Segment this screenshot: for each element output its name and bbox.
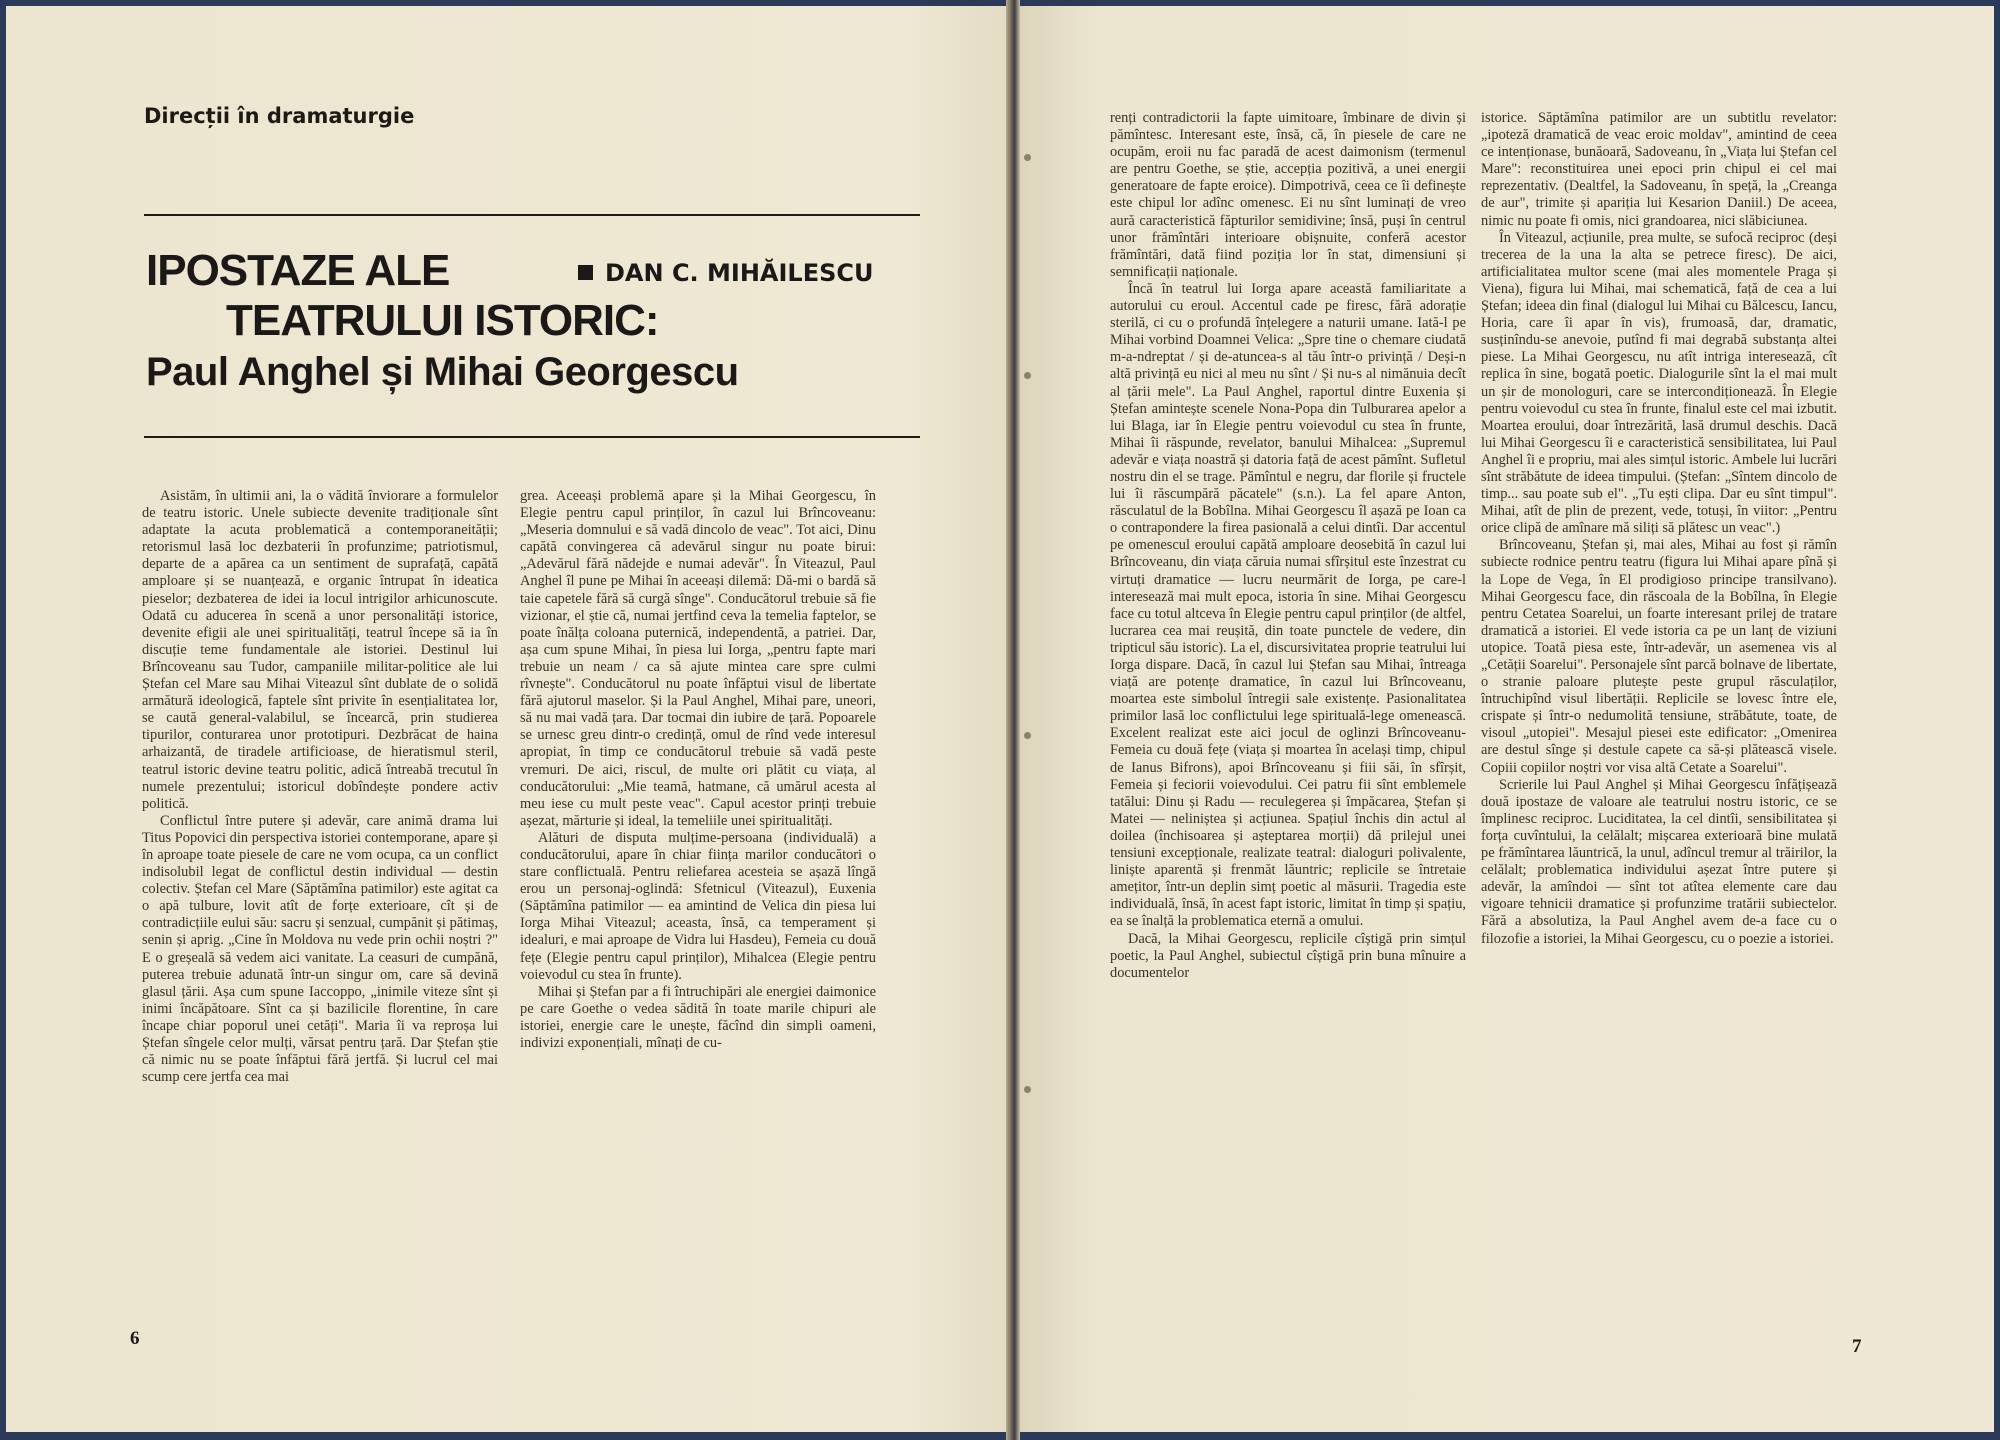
left-page [6,6,1006,1432]
paragraph: istorice. Săptămîna patimilor are un subtitlu revelator: „ipoteză dramatică de veac eroic moldav", amintind de ceea ce intenționase, bunăoară, Sadoveanu, în „Viața lui Ștefan cel Mare": reconstituirea unei epoci prin chipul ei cel mai reprezentativ. (Dealtfel, la Sadoveanu, în speță, la „Creanga de aur", trimite și apariția lui Kesarion Daniil.) De aceea, nimic nu poate fi omis, nici grandoarea, nici slăbiciunea. [1481,110,1837,229]
title-line-3: Paul Anghel și Mihai Georgescu [146,350,739,394]
title-rule-top [144,214,920,216]
book-spine [1006,0,1020,1440]
text-column-3 [1110,110,1466,1328]
paragraph: Dacă, la Mihai Georgescu, replicile cîștigă prin simțul poetic, la Paul Anghel, subiectul cîștigă prin buna mînuire a documentelor [1110,930,1466,981]
paragraph: Conflictul între putere și adevăr, care animă drama lui Titus Popovici din perspectiva istoriei contemporane, apare și în aproape toate piesele de care ne vom ocupa, ca un conflict indisolubil legat de conflictul destin individual — destin colectiv. Ștefan cel Mare (Săptămîna patimilor) este agitat ca o apă tulbure, lovit atît de forțe exterioare, cît și de contradicțiile eului său: sacru și senzual, cumpănit și pătimaș, senin și aprig. „Cine în Moldova nu vede prin ochii noștri ?" E o greșeală să vedem aici vanitate. La ceasuri de cumpănă, puterea trebuie adunată într-un singur om, care să devină glasul țării. Așa cum spune Iaccoppo, „inimile viteze sînt și inimi încăpătoare. Sînt ca și bazilicile florentine, în care încape chiar poporul unei cetăți". Maria îi va reproșa lui Ștefan sîngele celor mulți, vărsat pentru țară. Dar Ștefan știe că nimic nu se poate înfăptui fără jertfă. Și lucrul cel mai scump cere jertfa cea mai [142,812,498,1086]
author-byline [578,259,874,287]
section-label: Direcții în dramaturgie [144,104,415,128]
text-column-2 [520,488,876,1328]
paragraph: Încă în teatrul lui Iorga apare această familiaritate a autorului cu eroul. Accentul cade pe firesc, fără adorație sterilă, ci cu o profundă înțelegere a naturii umane. Iată-l pe Mihai vorbind Doamnei Velica: „Spre tine o chemare ciudată m-a-ndreptat / și de-atuncea-s al tău într-o privință / Deși-n altă privință eu nici al meu nu sînt / Și nu-s al nimănuia decît al țării mele". La Paul Anghel, raportul dintre Euxenia și Ștefan amintește scenele Nona-Popa din Tulburarea apelor a lui Blaga, iar în Elegie pentru voievodul cu stea în frunte, Mihai îi răspunde, revelator, banului Mihalcea: „Supremul adevăr e viața noastră și datoria față de acest pămînt. Sufletul nostru din el se trage. Pămîntul e negru, dar florile și fructele lui îi răscumpără păcatele" (s.n.). La fel apare Anton, răsculatul de la Bobîlna. Mihai Georgescu îl așază pe Ioan ca o contrapondere la firea pasională a celui dintîi. Dar accentul pe omenescul eroului capătă amploare deosebită în cazul lui Brîncoveanu, din viața căruia numai sfîrșitul este înzestrat cu virtuți dramatice — lucru neurmărit de Iorga, pe care-l interesează mai mult epoca, istoria în sine. Mihai Georgescu face cu totul altceva în Elegie pentru capul prinților (de altfel, lucrarea cea mai reușită, din toate punctele de vedere, din tripticul său istoric). La el, discursivitatea proprie teatrului lui Iorga dispare. Dacă, în cazul lui Ștefan sau Mihai, întreaga viață are potențe dramatice, în cazul lui Brîncoveanu, moartea este simbolul întregii sale existențe. Pasionalitatea primilor lasă loc conflictului lege spirituală-lege omenească. Excelent realizat este aici jocul de oglinzi Brîncoveanu-Femeia cu două fețe (viața și moartea în același timp, chipul de Ianus Bifrons), apoi Brîncoveanu și fiii săi, în sfîrșit, Femeia și feciorii voievodului. Cei patru fii sînt emblemele tatălui: Dinu și Radu — reculegerea și împăcarea, Ștefan și Matei — neliniștea și acțiunea. Spațiul închis din actul al doilea (închisoarea și așteptarea morții) dă prilejul unei tensiuni excepționale, realizate teatral: dialoguri polivalente, liniște aparentă și frenmăt lăuntric; replicile se întretaie amețitor, într-un deplin simț poetic al măsurii. Tragedia este individuală, însă, în acest fapt istoric, limitat în timp și spațiu, ea se înalță la problematica eternă a omului. [1110,280,1466,930]
paragraph: În Viteazul, acțiunile, prea multe, se sufocă reciproc (deși trecerea de la una la alta se petrece firesc). De aici, artificialitatea multor scene (mai ales momentele Praga și Viena), figura lui Mihai, mai schematică, față de cea a lui Ștefan; ideea din final (dialogul lui Mihai cu Bălcescu, Iancu, Horia, care îi apar în vis), frumoasă, dar, dramatic, susținîndu-se anevoie, putînd fi mai degrabă substanța altei piese. La Mihai Georgescu, nu atît intriga interesează, cît replica în sine, bogată poetic. Dialogurile sînt la el mai mult un șir de monologuri, care se intercondiționează. În Elegie pentru voievodul cu stea în frunte, finalul este cel mai izbutit. Moartea eroului, doar întrezărită, lasă drumul deschis. Dacă lui Mihai Georgescu îi e caracteristică sensibilitatea, lui Paul Anghel îi e propriu, mai ales simțul istoric. Ambele lui lucrări sînt străbătute de ideea timpului. (Ștefan: „Sîntem dincolo de timp... sau poate sub el". „Tu ești clipa. Dar eu sînt timpul". Mihai, atît de plin de prezent, vede, totuși, în viitor: „Pentru orice clipă de amînare mă siliți să plătesc un veac".) [1481,229,1837,537]
binding-hole [1024,732,1031,739]
square-bullet-icon [578,265,593,280]
text-column-4 [1481,110,1837,1328]
paragraph: Asistăm, în ultimii ani, la o vădită înviorare a formulelor de teatru istoric. Unele subiecte devenite tradiționale sînt adaptate la acuta problematică a contemporaneității; retorismul lasă loc dezbaterii în profunzime; patriotismul, departe de a apărea ca un sentiment de suprafață, capătă amploare și se nuanțează, e organic întrupat în ideatica pieselor; dezbaterea de idei ia locul intrigilor arhicunoscute. Odată cu aducerea în scenă a unor personalități istorice, devenite efigii ale unei spiritualități, teatrul începe să ia în discuție teme fundamentale ale istoriei. Destinul lui Brîncoveanu sau Tudor, campaniile militar-politice ale lui Ștefan cel Mare sau Mihai Viteazul sînt dublate de o solidă armătură ideologică, faptele sînt privite în esențialitatea lor, se caută general-valabilul, se încearcă, prin studierea tipurilor, conturarea unor prototipuri. Dezbrăcat de haina arhaizantă, de tiradele artificioase, de hieratismul steril, teatrul istoric devine teatru politic, adică întreabă trecutul în numele prezentului; istoricul dobîndește pondere activ politică. [142,488,498,812]
author-name: DAN C. MIHĂILESCU [605,259,874,287]
page-number-right: 7 [1852,1336,1862,1357]
paragraph: Scrierile lui Paul Anghel și Mihai Georgescu înfățișează două ipostaze de valoare ale teatrului nostru istoric, ce se împlinesc reciproc. Luciditatea, la cel dintîi, sensibilitatea și forța cuvîntului, la celălalt; mișcarea exterioară bine mulată pe frămîntarea lăuntrică, la unul, adîncul tremur al trăirilor, la celălalt; problematica individului așezat între putere și adevăr, la amîndoi — sînt tot atîtea elemente care dau vigoare tehnicii dramatice și profunzime tratării subiectelor. Fără a absolutiza, la Paul Anghel avem de-a face cu o filozofie a istoriei, la Mihai Georgescu, cu o poezie a istoriei. [1481,776,1837,947]
page-number-left: 6 [130,1328,140,1349]
binding-hole [1024,154,1031,161]
binding-hole [1024,1086,1031,1093]
paragraph: Brîncoveanu, Ștefan și, mai ales, Mihai au fost și rămîn subiecte rodnice pentru teatru (figura lui Mihai apare pînă și la Lope de Vega, în El prodigioso principe transilvano). Mihai Georgescu face, din răscoala de la Bobîlna, în Elegie pentru Cetatea Soarelui, un foarte interesant prilej de tratare dramatică a istoriei. El vede istoria ca pe un lanț de viziuni utopice. Toată piesa este, într-adevăr, un asemenea vis al „Cetății Soarelui". Personajele sînt parcă bolnave de libertate, o stranie paloare plutește peste grupul răsculaților, întruchipînd visul libertății. Replicile se lovesc între ele, crispate și într-o nedumolită tensiune, străbătute, toate, de visoul „utopiei". Mesajul piesei este edificator: „Omenirea are destul sînge și destule capete ca să-și plătească visele. Copiii copiilor noștri vor visa altă Cetate a Soarelui". [1481,537,1837,776]
text-column-1 [142,488,498,1328]
binding-hole [1024,372,1031,379]
paragraph: Mihai și Ștefan par a fi întruchipări ale energiei daimonice pe care Goethe o vedea sădită în toate marile chipuri ale istoriei, energie care le unește, făcînd din simpli oameni, indivizi exponențiali, mînați de cu- [520,983,876,1051]
paragraph: renți contradictorii la fapte uimitoare, îmbinare de divin și pămîntesc. Interesant este, însă, că, în piesele de care ne ocupăm, eroii nu fac paradă de acest daimonism (termenul are pentru Goethe, se știe, accepția pozitivă, a unei energii generatoare de fapte eroice). Dimpotrivă, ceea ce îi definește este chipul lor adînc omenesc. Ei nu sînt luminați de vreo aură caracteristică făpturilor semidivine; însă, puși în centrul unor frămîntări interioare obișnuite, conferă acestor frămîntări, dată fiind poziția lor în stat, dimensiuni și semnificații naționale. [1110,110,1466,280]
title-line-1: IPOSTAZE ALE [146,246,450,295]
paragraph: Alături de disputa mulțime-persoana (individuală) a conducătorului, apare în chiar ființa marilor conducători o stare conflictuală. Pentru reliefarea acesteia se așază lîngă erou un personaj-oglindă: Sfetnicul (Viteazul), Euxenia (Săptămîna patimilor — ea amintind de Velica din piesa lui Iorga Mihai Viteazul; aceasta, însă, ca temperament și idealuri, e mai aproape de Vidra lui Hasdeu), Femeia cu două fețe (Elegie pentru capul prinților), Mihalcea (Elegie pentru voievodul cu stea în frunte). [520,829,876,983]
title-line-2: TEATRULUI ISTORIC: [226,296,659,345]
right-page [1020,6,1994,1432]
title-rule-bottom [144,436,920,438]
paragraph: grea. Aceeași problemă apare și la Mihai Georgescu, în Elegie pentru capul prinților, în cazul lui Brîncoveanu: „Meseria domnului e să vadă dincolo de veac". Tot aici, Dinu capătă convingerea că adevărul singur nu poate birui: „Adevărul fără nădejde e numai adevăr". În Viteazul, Paul Anghel îl pune pe Mihai în aceeași dilemă: Dă-mi o bardă să taie capetele fără să curgă sînge". Conducătorul trebuie să fie vizionar, el știe că, numai jertfind ceva la temelia faptelor, se poate înălța coloana puternică, independentă, a patriei. Dar, așa cum spune Mihai, în piesa lui Iorga, „pentru fapte mari trebuie un neam / ca să ajute mintea care spre culmi rîvnește". Conducătorul nu poate înfăptui visul de libertate fără ajutorul maselor. Și la Paul Anghel, Mihai pare, uneori, să nu mai vadă țara. Dar tocmai din iubire de țară. Popoarele se urnesc greu dintr-o credință, omul de rînd vede interesul apropiat, în timp ce conducătorul trebuie să vadă peste vremuri. De aici, riscul, de multe ori plătit cu viața, al conducătorului: „Mie teamă, hatmane, că umărul acesta al meu iese cu mult peste veac". Capul acestor prinți trebuie așezat, mărturie și ideal, la temeliile unei spiritualități. [520,488,876,829]
